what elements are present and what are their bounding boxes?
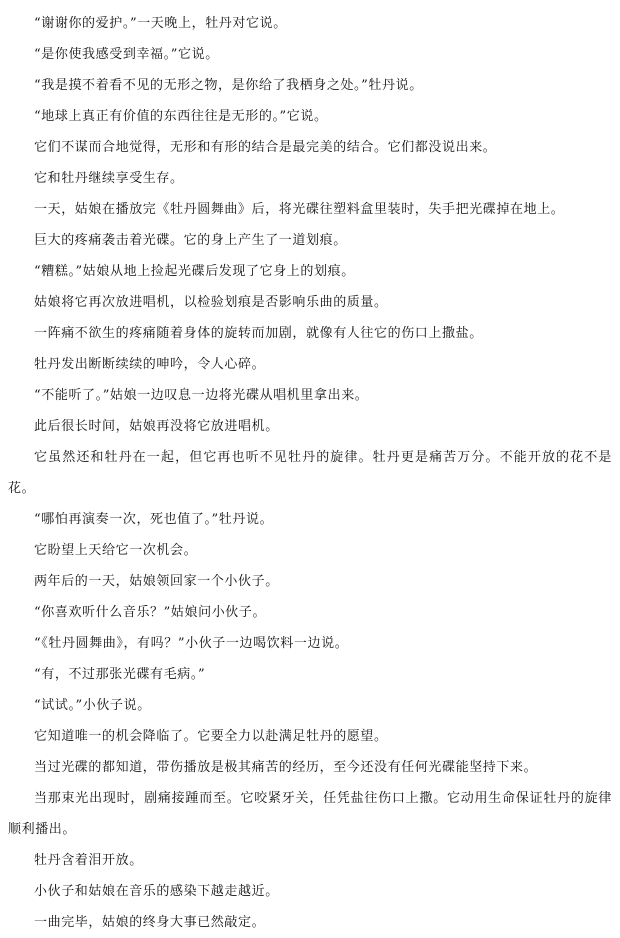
paragraph: 巨大的疼痛袭击着光碟。它的身上产生了一道划痕。 (34, 233, 347, 248)
paragraph: “地球上真正有价值的东西往往是无形的。”它说。 (34, 109, 328, 124)
paragraph: “是你使我感受到幸福。”它说。 (34, 47, 219, 62)
paragraph: 当那束光出现时，剧痛接踵而至。它咬紧牙关，任凭盐往伤口上撒。它动用生命保证牡丹的旋律顺利播出。 (8, 791, 612, 837)
paragraph: 此后很长时间，姑娘再没将它放进唱机。 (34, 419, 279, 434)
paragraph: “谢谢你的爱护。”一天晚上，牡丹对它说。 (34, 16, 287, 31)
paragraph: 它知道唯一的机会降临了。它要全力以赴满足牡丹的愿望。 (34, 729, 388, 744)
paragraph: “你喜欢听什么音乐？”姑娘问小伙子。 (34, 605, 267, 620)
paragraph: 小伙子和姑娘在音乐的感染下越走越近。 (34, 884, 279, 899)
paragraph: 一天，姑娘在播放完《牡丹圆舞曲》后，将光碟往塑料盒里装时，失手把光碟掉在地上。 (34, 202, 565, 217)
paragraph: 一阵痛不欲生的疼痛随着身体的旋转而加剧，就像有人往它的伤口上撒盐。 (34, 326, 483, 341)
paragraph: “《牡丹圆舞曲》，有吗？”小伙子一边喝饮料一边说。 (34, 636, 349, 651)
paragraph: 姑娘将它再次放进唱机，以检验划痕是否影响乐曲的质量。 (34, 295, 388, 310)
paragraph: 两年后的一天，姑娘领回家一个小伙子。 (34, 574, 279, 589)
paragraph: 牡丹发出断断续续的呻吟，令人心碎。 (34, 357, 266, 372)
paragraph: 一曲完毕，姑娘的终身大事已然敲定。 (34, 915, 266, 930)
paragraph: “不能听了。”姑娘一边叹息一边将光碟从唱机里拿出来。 (34, 388, 369, 403)
paragraph: 当过光碟的都知道，带伤播放是极其痛苦的经历，至今还没有任何光碟能坚持下来。 (34, 760, 538, 775)
paragraph: 它和牡丹继续享受生存。 (34, 171, 184, 186)
paragraph: 它盼望上天给它一次机会。 (34, 543, 198, 558)
paragraph: 牡丹含着泪开放。 (34, 853, 143, 868)
paragraph: “有，不过那张光碟有毛病。” (34, 667, 206, 682)
paragraph: “试试。”小伙子说。 (34, 698, 151, 713)
paragraph: “我是摸不着看不见的无形之物，是你给了我栖身之处。”牡丹说。 (34, 78, 423, 93)
paragraph: “糟糕。”姑娘从地上捡起光碟后发现了它身上的划痕。 (34, 264, 355, 279)
paragraph: 它虽然还和牡丹在一起，但它再也听不见牡丹的旋律。牡丹更是痛苦万分。不能开放的花不是花。 (8, 450, 612, 496)
paragraph: 它们不谋而合地觉得，无形和有形的结合是最完美的结合。它们都没说出来。 (34, 140, 497, 155)
paragraph: “哪怕再演奏一次，死也值了。”牡丹说。 (34, 512, 274, 527)
